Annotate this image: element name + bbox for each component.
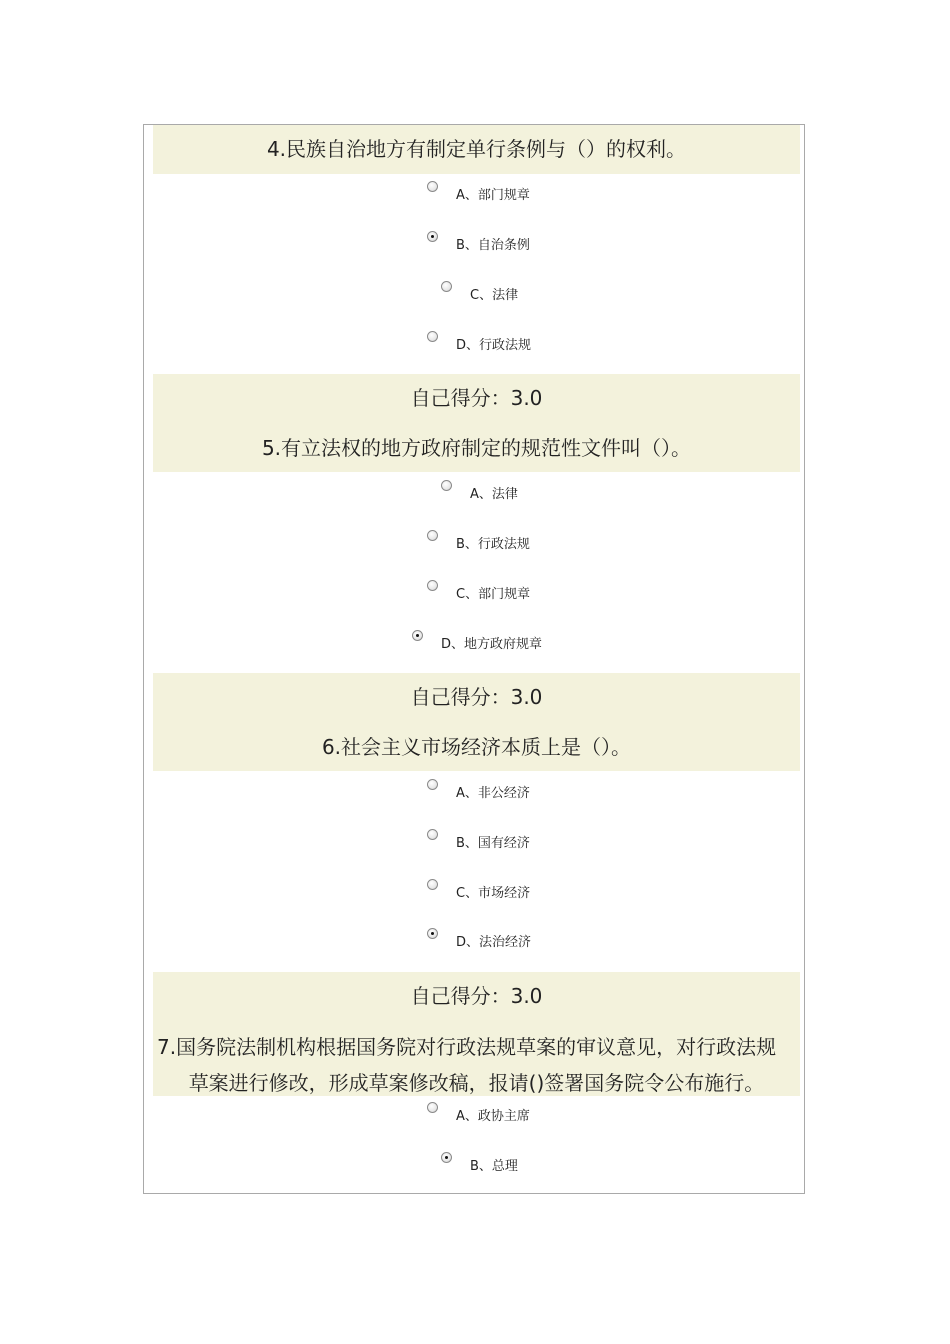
option-label: C、部门规章 xyxy=(456,587,531,602)
question-6-option-a[interactable] xyxy=(144,779,804,805)
question-6-option-b[interactable] xyxy=(144,829,804,855)
option-label: D、法治经济 xyxy=(456,935,532,950)
question-6-option-c[interactable] xyxy=(144,879,804,905)
question-4-option-a[interactable] xyxy=(144,181,804,207)
option-label: B、总理 xyxy=(470,1159,518,1174)
option-label: A、法律 xyxy=(470,487,518,502)
score-label: 自己得分：3.0 xyxy=(410,984,543,1008)
radio-selected-icon[interactable] xyxy=(427,231,438,242)
radio-unselected-icon[interactable] xyxy=(427,580,438,591)
question-4-option-c[interactable] xyxy=(144,281,804,307)
question-7-text: 7.国务院法制机构根据国务院对行政法规草案的审议意见，对行政法规草案进行修改，形成草案修改稿，报请()签署国务院令公布施行。 xyxy=(157,1035,777,1095)
radio-unselected-icon[interactable] xyxy=(427,879,438,890)
question-4-option-d[interactable] xyxy=(144,331,804,357)
question-4-text: 4.民族自治地方有制定单行条例与（）的权利。 xyxy=(266,137,687,161)
score-label: 自己得分：3.0 xyxy=(410,386,543,410)
radio-unselected-icon[interactable] xyxy=(427,779,438,790)
question-5-option-a[interactable] xyxy=(144,480,804,506)
radio-selected-icon[interactable] xyxy=(427,928,438,939)
radio-unselected-icon[interactable] xyxy=(427,530,438,541)
question-4-header xyxy=(153,125,800,174)
question-5-option-b[interactable] xyxy=(144,530,804,556)
option-label: B、国有经济 xyxy=(456,836,530,851)
score-label: 自己得分：3.0 xyxy=(410,685,543,709)
radio-unselected-icon[interactable] xyxy=(427,181,438,192)
quiz-frame xyxy=(143,124,805,1194)
option-label: C、市场经济 xyxy=(456,886,531,901)
question-5-header xyxy=(153,374,800,472)
option-label: A、非公经济 xyxy=(456,786,530,801)
question-5-text: 5.有立法权的地方政府制定的规范性文件叫（）。 xyxy=(261,436,692,460)
question-4-option-b[interactable] xyxy=(144,231,804,257)
radio-unselected-icon[interactable] xyxy=(441,281,452,292)
radio-unselected-icon[interactable] xyxy=(427,1102,438,1113)
question-7-header xyxy=(153,972,800,1096)
option-label: D、行政法规 xyxy=(456,338,532,353)
question-5-option-c[interactable] xyxy=(144,580,804,606)
option-label: D、地方政府规章 xyxy=(441,637,543,652)
radio-unselected-icon[interactable] xyxy=(427,829,438,840)
question-6-option-d[interactable] xyxy=(144,928,804,954)
question-7-option-b[interactable] xyxy=(144,1152,804,1178)
radio-unselected-icon[interactable] xyxy=(427,331,438,342)
option-label: C、法律 xyxy=(470,288,519,303)
question-5-option-d[interactable] xyxy=(144,630,804,656)
radio-unselected-icon[interactable] xyxy=(441,480,452,491)
radio-selected-icon[interactable] xyxy=(412,630,423,641)
question-7-option-a[interactable] xyxy=(144,1102,804,1128)
option-label: B、行政法规 xyxy=(456,537,530,552)
option-label: A、政协主席 xyxy=(456,1109,530,1124)
option-label: B、自治条例 xyxy=(456,238,530,253)
option-label: A、部门规章 xyxy=(456,188,530,203)
radio-selected-icon[interactable] xyxy=(441,1152,452,1163)
question-6-header xyxy=(153,673,800,771)
question-6-text: 6.社会主义市场经济本质上是（）。 xyxy=(321,735,632,759)
